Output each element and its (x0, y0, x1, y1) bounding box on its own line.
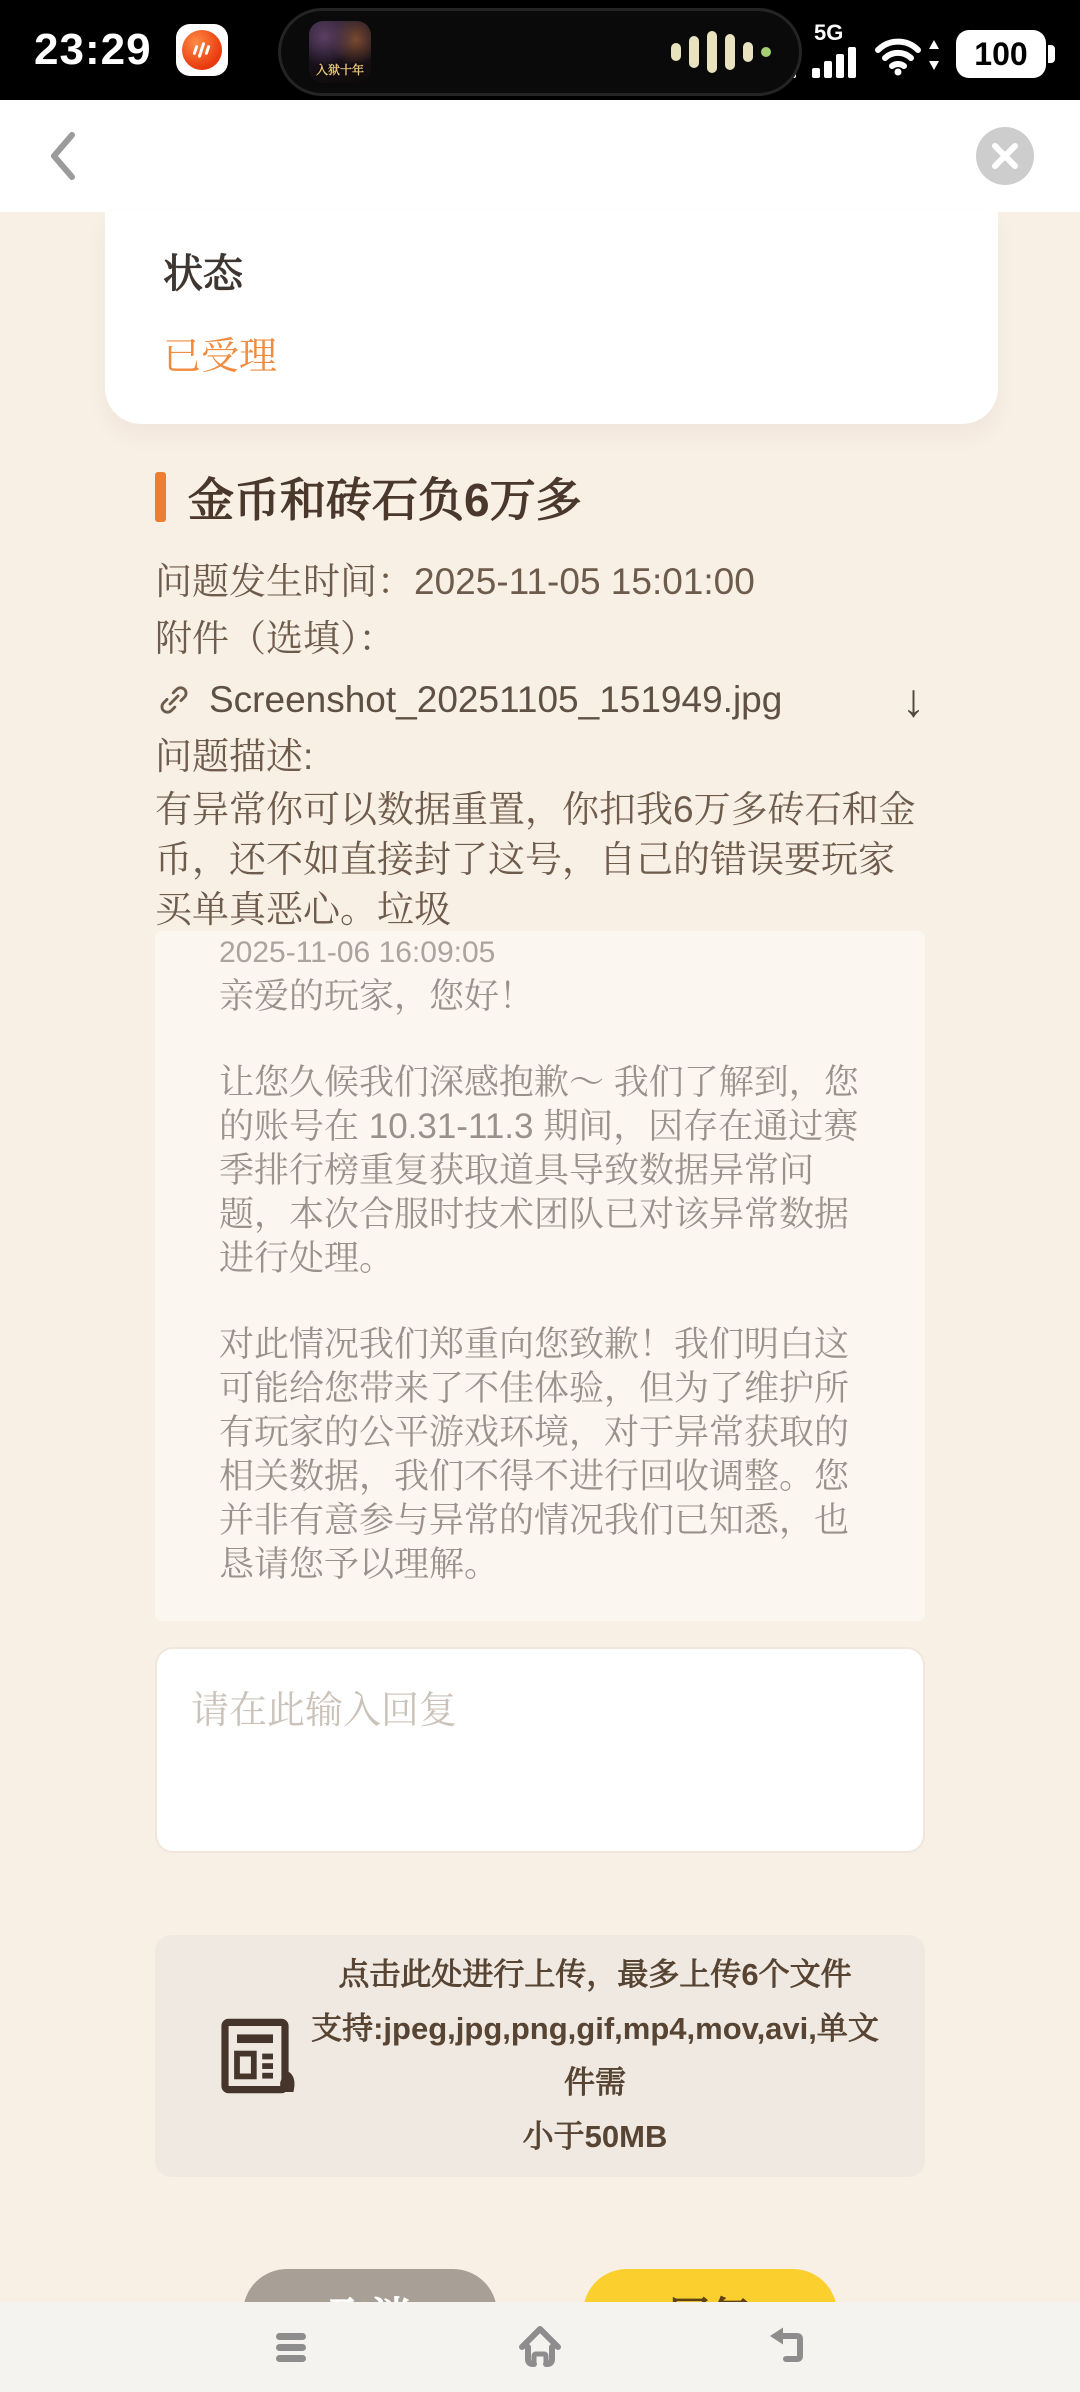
upload-hint-line3: 小于50MB (522, 2119, 668, 2154)
reply-greeting: 亲爱的玩家，您好！ (219, 977, 535, 1016)
upload-hint-line1: 点击此处进行上传，最多上传6个文件 (338, 1957, 852, 1992)
link-icon (155, 681, 193, 719)
upload-dropzone[interactable] (155, 1935, 925, 2177)
status-value: 已受理 (163, 336, 278, 378)
attachment-filename[interactable]: Screenshot_20251105_151949.jpg (209, 679, 783, 720)
ticket-title: 金币和砖石负6万多 (188, 474, 582, 526)
back-nav-button[interactable] (762, 2323, 810, 2371)
home-icon (514, 2323, 566, 2371)
hamburger-menu-icon (270, 2323, 318, 2371)
clock: 23:29 (34, 25, 152, 74)
audio-waveform-icon (671, 31, 771, 73)
status-bar (0, 0, 1080, 100)
voice-recorder-icon (176, 24, 228, 76)
chevron-left-icon (46, 127, 80, 185)
ticket-section (0, 464, 1080, 2357)
upload-hint (309, 1948, 881, 2164)
status-card (105, 212, 998, 424)
game-app-icon: 入狱十年 (309, 21, 371, 83)
accent-bar (155, 472, 166, 522)
app-navbar (0, 100, 1080, 212)
reply-input[interactable] (155, 1647, 925, 1853)
occurred-time: 问题发生时间：2025-11-05 15:01:00 (155, 561, 755, 602)
home-button[interactable] (514, 2323, 566, 2371)
reply-timestamp-clipped: 2025-11-06 16:09:05 (219, 936, 496, 969)
system-navbar (0, 2302, 1080, 2392)
description-label: 问题描述: (155, 736, 314, 777)
status-label: 状态 (163, 252, 243, 296)
reply-paragraph-2: 对此情况我们郑重向您致歉！我们明白这可能给您带来了不佳体验，但为了维护所有玩家的公平游戏环境，对于异常获取的相关数据，我们不得不进行回收调整。您并非有意参与异常的情况我们已知悉，也恳请您予以理解。 (219, 1325, 850, 1584)
close-x-icon (991, 142, 1019, 170)
reply-text (219, 975, 883, 1587)
attachment-label: 附件（选填）： (155, 618, 396, 659)
recents-button[interactable] (270, 2323, 318, 2371)
ticket-title-row (155, 464, 925, 530)
download-icon[interactable]: ↓ (902, 674, 925, 726)
attachment-row (155, 676, 925, 724)
camera-notch-pill (278, 8, 802, 96)
upload-hint-line2: 支持:jpeg,jpg,png,gif,mp4,mov,avi,单文件需 (311, 2011, 879, 2100)
back-arrow-icon (762, 2323, 810, 2371)
newspaper-icon (213, 2008, 309, 2104)
reply-card (155, 931, 925, 1621)
description-text: 有异常你可以数据重置，你扣我6万多砖石和金币，还不如直接封了这号，自己的错误要玩家买单真恶心。垃圾 (155, 789, 916, 930)
signal-icon-sim2: 5G (812, 22, 856, 78)
reply-paragraph-1: 让您久候我们深感抱歉～ 我们了解到，您的账号在 10.31-11.3 期间，因存在通过赛季排行榜重复获取道具导致数据异常问题，本次合服时技术团队已对该异常数据进行处理。 (219, 1063, 859, 1278)
close-button[interactable] (976, 127, 1034, 185)
battery-icon: 100 (956, 30, 1046, 78)
data-arrows-icon (928, 39, 940, 71)
back-button[interactable] (46, 127, 80, 185)
wifi-icon (872, 34, 940, 78)
